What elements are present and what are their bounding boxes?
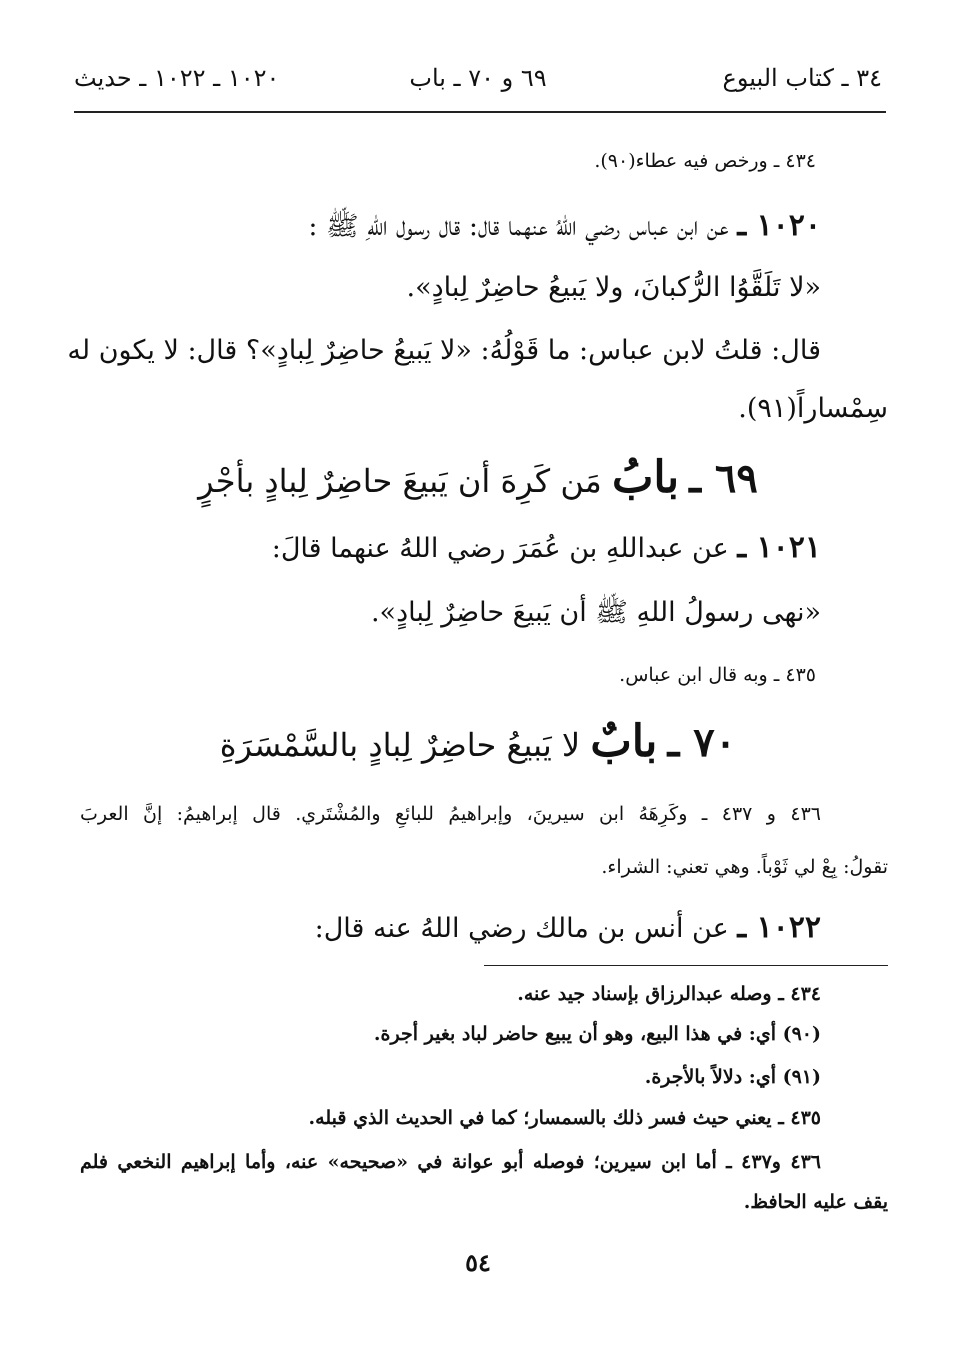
chapter-number: ٧٠ ـ bbox=[667, 719, 737, 766]
note-434: ٤٣٤ ـ ورخص فيه عطاء(٩٠). bbox=[594, 150, 816, 172]
note-436-437-continuation: تقولُ: بِعْ لي ثَوْباً. وهي تعني: الشراء. bbox=[601, 856, 888, 878]
header-book-title: ٣٤ ـ كتاب البيوع bbox=[722, 64, 882, 92]
footnote-divider bbox=[484, 965, 888, 966]
footnote-435: ٤٣٥ ـ يعني حيث فسر ذلك بالسمسار؛ كما في الحديث الذي قبله. bbox=[308, 1107, 821, 1129]
hadith-text: عن ابن عباس رضي اللهُ عنهما قال: قال رسول اللهِ ﷺ : bbox=[308, 211, 729, 242]
running-header bbox=[74, 58, 882, 98]
hadith-1022 bbox=[315, 910, 821, 945]
hadith-1020-continuation-2: سِمْساراً(٩١). bbox=[738, 393, 888, 424]
hadith-1020-quote: «لا تَلَقَّوُا الرُّكبانَ، ولا يَبيعُ حاضِرٌ لِبادٍ». bbox=[406, 272, 821, 303]
hadith-text: عن أنس بن مالك رضي اللهُ عنه قال: bbox=[314, 913, 729, 944]
chapter-title: لا يَبيعُ حاضِرٌ لِبادٍ بالسَّمْسَرَةِ bbox=[219, 726, 581, 764]
note-436-437: ٤٣٦ و ٤٣٧ ـ وكَرِهَهُ ابن سيرينَ، وإبراهيمُ للبائعِ والمُشْتَري. قال إبراهيمُ: إنَّ العربَ bbox=[80, 803, 821, 825]
hadith-number: ١٠٢٢ ـ bbox=[737, 910, 821, 945]
hadith-number: ١٠٢١ ـ bbox=[737, 530, 821, 565]
header-hadith-range: ١٠٢٠ ـ ١٠٢٢ ـ حديث bbox=[74, 64, 280, 92]
chapter-heading-70 bbox=[0, 716, 956, 767]
hadith-number: ١٠٢٠ ـ bbox=[737, 208, 821, 243]
page-number: ٥٤ bbox=[465, 1248, 491, 1277]
chapter-heading-69 bbox=[0, 452, 956, 503]
header-chapter: ٦٩ و ٧٠ ـ باب bbox=[409, 64, 547, 92]
note-435: ٤٣٥ ـ وبه قال ابن عباس. bbox=[619, 664, 816, 686]
hadith-1021-quote: «نهى رسولُ اللهِ ﷺ أن يَبيعَ حاضِرٌ لِبادٍ». bbox=[370, 597, 821, 628]
hadith-text: عن عبداللهِ بن عُمَرَ رضي اللهُ عنهما قالَ: bbox=[271, 533, 729, 564]
footnote-91: (٩١) أي: دلالاً بالأجرة. bbox=[644, 1066, 821, 1088]
chapter-number: ٦٩ ـ bbox=[689, 455, 758, 502]
footnote-90: (٩٠) أي: في هذا البيع، وهو أن يبيع حاضر لباد بغير أجرة. bbox=[373, 1023, 821, 1045]
chapter-word: بابُ bbox=[611, 452, 680, 503]
footnote-434: ٤٣٤ ـ وصله عبدالرزاق بإسناد جيد عنه. bbox=[517, 983, 821, 1005]
footnote-436-437-continuation: يقف عليه الحافظ. bbox=[743, 1191, 888, 1213]
hadith-1020 bbox=[308, 208, 821, 249]
header-divider bbox=[74, 111, 886, 113]
chapter-word: بابٌ bbox=[590, 716, 658, 767]
hadith-1021 bbox=[272, 530, 821, 565]
hadith-1020-continuation: قال: قلتُ لابن عباس: ما قَوْلُهُ: «لا يَبيعُ حاضِرٌ لِبادٍ»؟ قال: لا يكون له bbox=[67, 335, 821, 366]
footnote-436-437: ٤٣٦ و٤٣٧ ـ أما ابن سيرين؛ فوصله أبو عوانة في «صحيحه» عنه، وأما إبراهيم النخعي فلم bbox=[80, 1151, 822, 1173]
chapter-title: مَن كَرِهَ أن يَبيعَ حاضِرٌ لِبادٍ بأجْرٍ bbox=[198, 462, 602, 500]
